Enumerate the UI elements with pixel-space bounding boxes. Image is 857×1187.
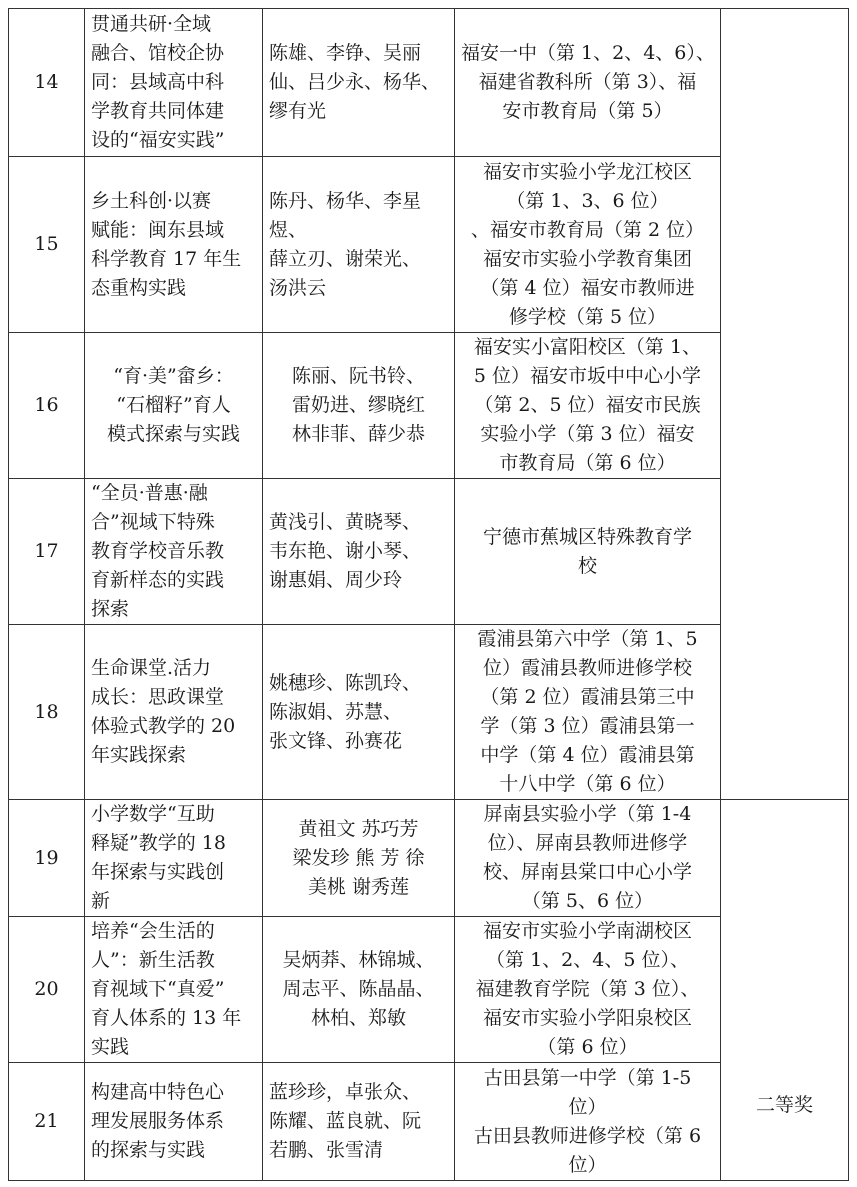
cell-line: 人”：新生活教 (91, 949, 215, 971)
cell-line: 古田县第一中学（第 1-5 (483, 1066, 692, 1089)
cell-line: 探索 (91, 598, 130, 620)
cell-line: （第 2、5 位）福安市民族 (474, 394, 701, 416)
completing-units (455, 800, 721, 917)
cell-line: 中学（第 4 位）霞浦县第 (480, 744, 695, 766)
completers (263, 479, 455, 625)
cell-line: 实践 (91, 1036, 130, 1058)
cell-line: 释疑”教学的 18 (91, 832, 226, 854)
completing-units (455, 625, 721, 800)
cell-line: 张文锋、孙赛花 (269, 729, 403, 752)
achievement-title (85, 157, 263, 333)
completing-units (455, 917, 721, 1063)
cell-line: 校 (577, 554, 597, 577)
cell-line: 屏南县实验小学（第 1-4 (483, 803, 692, 825)
cell-line: 学（第 3 位）霞浦县第一 (480, 715, 695, 737)
cell-line: 市教育局（第 6 位） (499, 452, 676, 474)
cell-line: 霞浦县第六中学（第 1、5 (477, 628, 698, 650)
cell-line: 修学校（第 5 位） (508, 305, 667, 328)
cell-line: 宁德市蕉城区特殊教育学 (482, 525, 692, 548)
table-row (9, 9, 849, 157)
cell-line: 陈淑娟、苏慧、 (269, 700, 403, 723)
cell-line: 煜、 (269, 218, 308, 241)
cell-line: （第 1、2、4、5 位）、 (486, 949, 689, 971)
cell-line: 美桃 谢秀莲 (307, 875, 410, 898)
cell-line: （第 4 位）福安市教师进 (480, 276, 695, 299)
cell-line: （第 5、6 位） (521, 890, 654, 912)
cell-line: 设的“福安实践” (91, 129, 225, 151)
row-number: 19 (9, 800, 85, 917)
completers (263, 917, 455, 1063)
cell-line: 贯通共研·全域 (91, 13, 212, 35)
cell-line: 生命课堂.活力 (91, 657, 212, 679)
cell-line: 林柏、郑敏 (310, 1007, 406, 1029)
cell-line: 培养“会生活的 (91, 920, 215, 942)
cell-line: 若鹏、张雪清 (269, 1139, 384, 1161)
cell-line: 赋能：闽东县域 (91, 218, 225, 241)
cell-line: 陈丹、杨华、李星 (269, 189, 422, 212)
completers (263, 157, 455, 333)
cell-line: 学教育共同体建 (91, 100, 225, 122)
cell-line: 薛立刃、谢荣光、 (269, 247, 422, 270)
cell-line: 福安市实验小学龙江校区 (482, 160, 692, 183)
table-body (9, 9, 849, 1181)
cell-line: 的探索与实践 (91, 1139, 206, 1161)
completers (263, 9, 455, 157)
cell-line: “石榴籽”育人 (116, 394, 231, 416)
completing-units (455, 333, 721, 479)
achievement-title (85, 9, 263, 157)
cell-line: 仙、吕少永、杨华、 (269, 71, 441, 93)
row-number: 17 (9, 479, 85, 625)
cell-line: 林非菲、薛少恭 (291, 423, 425, 445)
row-number: 14 (9, 9, 85, 157)
cell-line: 态重构实践 (91, 276, 187, 299)
cell-line: 位） (568, 1095, 607, 1118)
cell-line: （第 1、3、6 位） (506, 189, 669, 212)
cell-line: （第 6 位） (537, 1036, 638, 1058)
cell-line: 5 位）福安市坂中中心小学 (473, 365, 702, 387)
cell-line: 育视域下“真爱” (91, 978, 225, 1000)
cell-line: 位）、屏南县教师进修学 (487, 832, 688, 854)
cell-line: 年探索与实践创 (91, 861, 225, 883)
cell-line: 谢惠娟、周少玲 (269, 569, 403, 591)
cell-line: 缪有光 (269, 100, 327, 122)
cell-line: 福安市实验小学阳泉校区 (482, 1007, 692, 1029)
cell-line: 福安一中（第 1、2、4、6）、 (461, 42, 715, 64)
achievement-title (85, 625, 263, 800)
row-number: 21 (9, 1063, 85, 1181)
cell-line: 融合、馆校企协 (91, 42, 225, 64)
cell-line: 同：县域高中科 (91, 71, 225, 93)
cell-line: 黄浅引、黄晓琴、 (269, 511, 422, 533)
cell-line: 合”视域下特殊 (91, 511, 215, 533)
cell-line: 、福安市教育局（第 2 位） (470, 218, 705, 241)
completers (263, 333, 455, 479)
award-level: 二等奖 (721, 800, 849, 1181)
cell-line: 吴炳莽、林锦城、 (282, 949, 435, 971)
cell-line: “全员·普惠·融 (91, 482, 208, 504)
cell-line: 乡土科创·以赛 (91, 189, 212, 212)
cell-line: 福建省教科所（第 3）、福 (478, 71, 697, 93)
cell-line: 安市教育局（第 5） (502, 100, 673, 122)
award-cell-previous (721, 9, 849, 800)
achievement-title (85, 800, 263, 917)
cell-line: 福建教育学院（第 3 位）、 (475, 978, 700, 1000)
cell-line: 实验小学（第 3 位）福安 (480, 423, 695, 445)
cell-line: 陈雄、李铮、吴丽 (269, 42, 422, 64)
row-number: 15 (9, 157, 85, 333)
cell-line: 年实践探索 (91, 744, 187, 766)
cell-line: 福安市实验小学教育集团 (482, 247, 692, 270)
cell-line: 梁发珍 熊 芳 徐 (292, 846, 425, 869)
cell-line: 位） (568, 1153, 607, 1176)
achievement-title (85, 1063, 263, 1181)
achievement-title (85, 917, 263, 1063)
row-number: 16 (9, 333, 85, 479)
cell-line: 陈耀、蓝良就、阮 (269, 1110, 422, 1132)
cell-line: 姚穗珍、陈凯玲、 (269, 671, 422, 694)
cell-line: 构建高中特色心 (91, 1081, 225, 1103)
cell-line: 十八中学（第 6 位） (499, 773, 676, 795)
cell-line: 雷奶进、缪晓红 (291, 394, 425, 416)
cell-line: 教育学校音乐教 (91, 540, 225, 562)
completers (263, 1063, 455, 1181)
cell-line: 育新样态的实践 (91, 569, 225, 591)
cell-line: （第 2 位）霞浦县第三中 (480, 686, 695, 708)
cell-line: 韦东艳、谢小琴、 (269, 540, 422, 562)
cell-line: 育人体系的 13 年 (91, 1007, 242, 1029)
cell-line: 理发展服务体系 (91, 1110, 225, 1132)
completing-units (455, 479, 721, 625)
completing-units (455, 1063, 721, 1181)
cell-line: 校、屏南县棠口中心小学 (482, 861, 692, 883)
completing-units (455, 157, 721, 333)
cell-line: 位）霞浦县教师进修学校 (482, 657, 692, 679)
cell-line: 汤洪云 (269, 276, 327, 299)
cell-line: 福安市实验小学南湖校区 (482, 920, 692, 942)
cell-line: 福安实小富阳校区（第 1、 (473, 336, 702, 358)
completing-units (455, 9, 721, 157)
cell-line: 黄祖文 苏巧芳 (298, 817, 419, 840)
cell-line: 陈丽、阮书铃、 (291, 365, 425, 387)
cell-line: 蓝珍珍，卓张众、 (269, 1081, 422, 1103)
cell-line: 小学数学“互助 (91, 803, 215, 825)
cell-line: “育·美”畲乡： (113, 365, 234, 387)
completers (263, 800, 455, 917)
cell-line: 古田县教师进修学校（第 6 (473, 1124, 702, 1147)
cell-line: 周志平、陈晶晶、 (282, 978, 435, 1000)
table-row (9, 800, 849, 917)
completers (263, 625, 455, 800)
achievement-title (85, 479, 263, 625)
achievement-title (85, 333, 263, 479)
awards-table (8, 8, 849, 1181)
cell-line: 成长：思政课堂 (91, 686, 225, 708)
cell-line: 模式探索与实践 (106, 423, 240, 445)
cell-line: 体验式教学的 20 (91, 715, 236, 737)
row-number: 20 (9, 917, 85, 1063)
cell-line: 新 (91, 890, 111, 912)
cell-line: 科学教育 17 年生 (91, 247, 242, 270)
row-number: 18 (9, 625, 85, 800)
